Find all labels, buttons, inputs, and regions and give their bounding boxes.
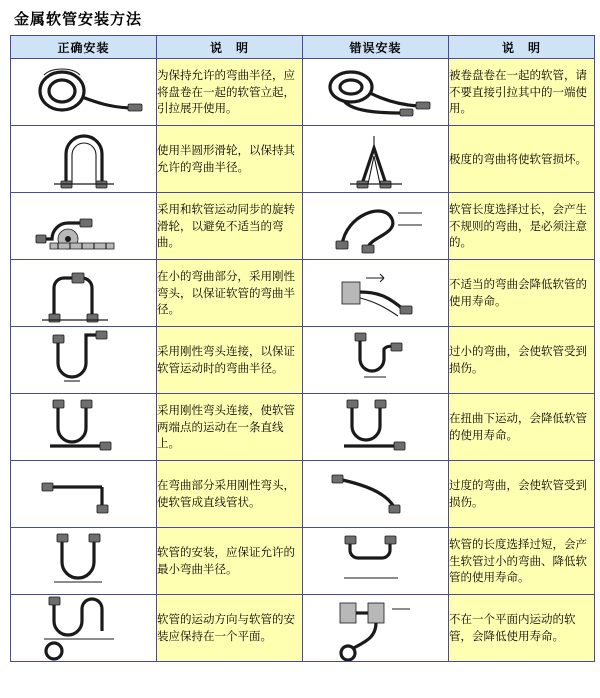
correct-note-text: 使用半圆形滑轮，以保持其允许的弯曲半径。 bbox=[157, 126, 303, 193]
excess-length-loop-icon bbox=[303, 193, 449, 260]
table-row bbox=[11, 193, 595, 260]
header-wrong-install: 错误安装 bbox=[303, 36, 449, 59]
page-title: 金属软管安装方法 bbox=[14, 10, 143, 28]
header-wrong-note: 说 明 bbox=[449, 36, 595, 59]
motion-out-of-plane-icon bbox=[303, 595, 449, 662]
rigid-elbow-straight-line-icon bbox=[11, 394, 157, 461]
wrong-note-text: 被卷盘卷在一起的软管，请不要直接引拉其中的一端使用。 bbox=[449, 59, 595, 126]
wrong-note-text: 极度的弯曲将使软管损坏。 bbox=[449, 126, 595, 193]
table-row bbox=[11, 394, 595, 461]
too-small-bend-radius-icon bbox=[303, 327, 449, 394]
correct-note-text: 为保持允许的弯曲半径，应将盘卷在一起的软管立起，引拉展开使用。 bbox=[157, 59, 303, 126]
wrong-note-text: 不适当的弯曲会降低软管的使用寿命。 bbox=[449, 260, 595, 327]
correct-note-text: 采用和软管运动同步的旋转滑轮，以避免不适当的弯曲。 bbox=[157, 193, 303, 260]
installation-method-table bbox=[10, 35, 595, 662]
table-row bbox=[11, 595, 595, 662]
table-row bbox=[11, 126, 595, 193]
wrong-note-text: 过度的弯曲，会使软管受到损伤。 bbox=[449, 461, 595, 528]
semicircular-sheave-guide-icon bbox=[11, 126, 157, 193]
header-correct-note: 说 明 bbox=[157, 36, 303, 59]
motion-in-same-plane-icon bbox=[11, 595, 157, 662]
rigid-elbow-small-bend-icon bbox=[11, 260, 157, 327]
coiled-hose-pulled-icon bbox=[303, 59, 449, 126]
excessive-bend-icon bbox=[303, 461, 449, 528]
wrong-note-text: 软管长度选择过长，会产生不规则的弯曲，是必须注意的。 bbox=[449, 193, 595, 260]
correct-note-text: 在弯曲部分采用刚性弯头，使软管成直线管状。 bbox=[157, 461, 303, 528]
sharp-bend-kink-icon bbox=[303, 126, 449, 193]
rigid-elbow-u-bend-icon bbox=[11, 327, 157, 394]
table-row bbox=[11, 528, 595, 595]
elbow-at-bend-straight-pipe-icon bbox=[11, 461, 157, 528]
min-bend-radius-install-icon bbox=[11, 528, 157, 595]
correct-note-text: 采用刚性弯头连接，以保证软管运动时的弯曲半径。 bbox=[157, 327, 303, 394]
correct-note-text: 采用刚性弯头连接，使软管两端点的运动在一条直线上。 bbox=[157, 394, 303, 461]
wrong-note-text: 过小的弯曲，会使软管受到损伤。 bbox=[449, 327, 595, 394]
correct-note-text: 软管的运动方向与软管的安装应保持在一个平面。 bbox=[157, 595, 303, 662]
wrong-note-text: 不在一个平面内运动的软管，会降低使用寿命。 bbox=[449, 595, 595, 662]
table-row bbox=[11, 327, 595, 394]
too-long-small-bend-icon bbox=[303, 528, 449, 595]
torsional-bend-icon bbox=[303, 394, 449, 461]
wrong-note-text: 在扭曲下运动，会降低软管的使用寿命。 bbox=[449, 394, 595, 461]
correct-note-text: 软管的安装，应保证允许的最小弯曲半径。 bbox=[157, 528, 303, 595]
table-row bbox=[11, 59, 595, 126]
table-header-row bbox=[11, 36, 595, 59]
table-row bbox=[11, 260, 595, 327]
improper-bend-angle-icon bbox=[303, 260, 449, 327]
correct-note-text: 在小的弯曲部分，采用刚性弯头，以保证软管的弯曲半径。 bbox=[157, 260, 303, 327]
rotating-sheave-sync-icon bbox=[11, 193, 157, 260]
coiled-hose-upright-icon bbox=[11, 59, 157, 126]
table-row bbox=[11, 461, 595, 528]
wrong-note-text: 软管的长度选择过短，会产生软管过小的弯曲、降低软管的使用寿命。 bbox=[449, 528, 595, 595]
header-correct-install: 正确安装 bbox=[11, 36, 157, 59]
